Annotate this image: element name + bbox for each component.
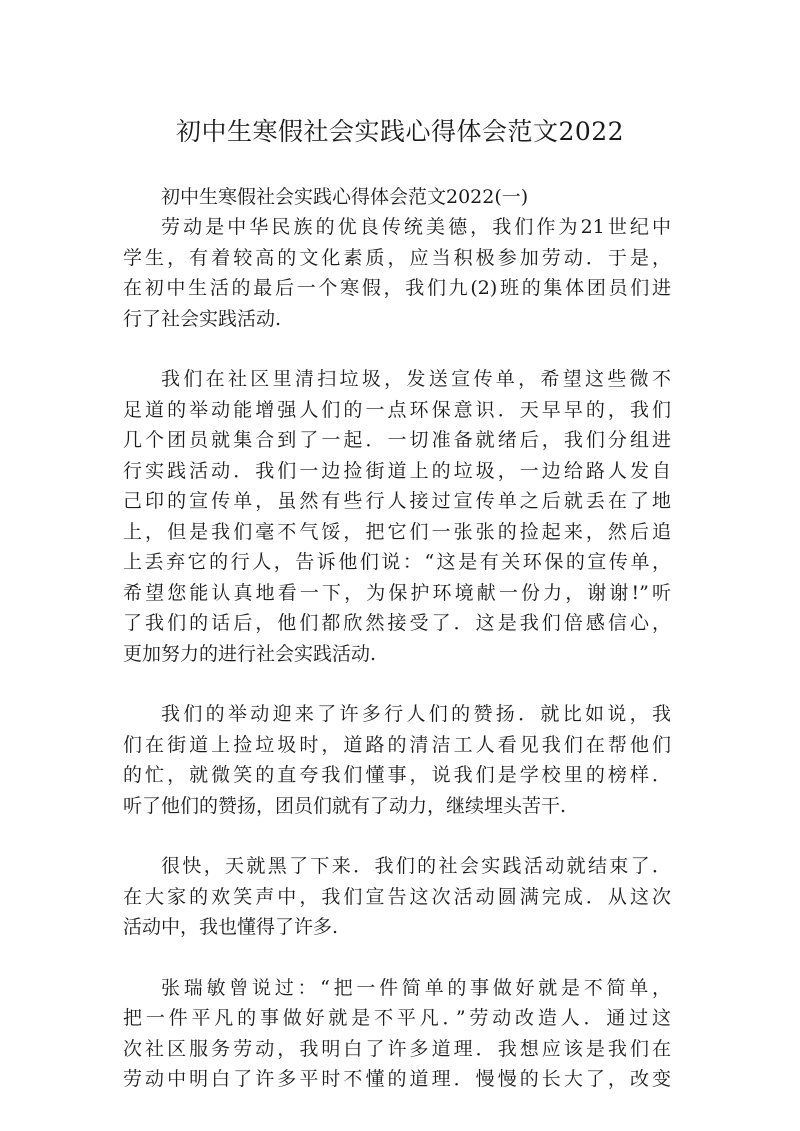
paragraph-line: 了我们的话后，他们都欣然接受了．这是我们倍感信心， — [123, 612, 671, 634]
paragraph-line: 上，但是我们毫不气馁，把它们一张张的捡起来，然后追 — [123, 520, 671, 543]
paragraph-2 — [123, 364, 671, 669]
paragraph-line: 足道的举动能增强人们的一点环保意识．天早早的，我们 — [123, 398, 671, 421]
paragraph-line: 劳动是中华民族的优良传统美德，我们作为21世纪中 — [161, 216, 671, 238]
paragraph-1 — [123, 212, 671, 334]
paragraph-3 — [123, 699, 671, 821]
document-title: 初中生寒假社会实践心得体会范文2022 — [175, 117, 625, 146]
document-subtitle: 初中生寒假社会实践心得体会范文2022(一) — [161, 186, 529, 208]
paragraph-line: 己印的宣传单，虽然有些行人接过宣传单之后就丢在了地 — [123, 490, 671, 512]
paragraph-line: 上丢弃它的行人，告诉他们说：“这是有关环保的宣传单， — [123, 551, 671, 573]
paragraph-line: 行实践活动．我们一边捡街道上的垃圾，一边给路人发自 — [123, 459, 671, 482]
paragraph-line: 在初中生活的最后一个寒假，我们九(2)班的集体团员们进 — [123, 277, 671, 299]
paragraph-5 — [123, 973, 671, 1095]
paragraph-line: 听了他们的赞扬，团员们就有了动力，继续埋头苦干. — [123, 794, 567, 817]
paragraph-line: 很快，天就黑了下来．我们的社会实践活动就结束了． — [161, 855, 671, 877]
paragraph-line: 希望您能认真地看一下，为保护环境献一份力，谢谢!”听 — [123, 581, 671, 604]
paragraph-line: 几个团员就集合到了一起．一切准备就绪后，我们分组进 — [123, 429, 671, 451]
paragraph-line: 在大家的欢笑声中，我们宣告这次活动圆满完成．从这次 — [123, 885, 671, 908]
paragraph-line: 的忙，就微笑的直夸我们懂事，说我们是学校里的榜样． — [123, 764, 671, 786]
paragraph-line: 们在街道上捡垃圾时，道路的清洁工人看见我们在帮他们 — [123, 733, 671, 756]
document-body — [123, 182, 671, 1095]
paragraph-line: 更加努力的进行社会实践活动. — [123, 642, 377, 665]
paragraph-4 — [123, 851, 671, 943]
paragraph-line: 活动中，我也懂得了许多. — [123, 916, 339, 938]
paragraph-line: 行了社会实践活动. — [123, 307, 282, 330]
paragraph-line: 我们的举动迎来了许多行人们的赞扬．就比如说，我 — [161, 703, 671, 725]
paragraph-line: 劳动中明白了许多平时不懂的道理．慢慢的长大了，改变 — [123, 1068, 671, 1090]
paragraph-line: 次社区服务劳动，我明白了许多道理．我想应该是我们在 — [123, 1037, 671, 1060]
paragraph-line: 我们在社区里清扫垃圾，发送宣传单，希望这些微不 — [161, 368, 671, 390]
paragraph-line: 学生，有着较高的文化素质，应当积极参加劳动．于是， — [123, 246, 671, 269]
paragraph-line: 把一件平凡的事做好就是不平凡．”劳动改造人．通过这 — [123, 1007, 671, 1029]
paragraph-line: 张瑞敏曾说过：“把一件简单的事做好就是不简单， — [161, 976, 671, 999]
